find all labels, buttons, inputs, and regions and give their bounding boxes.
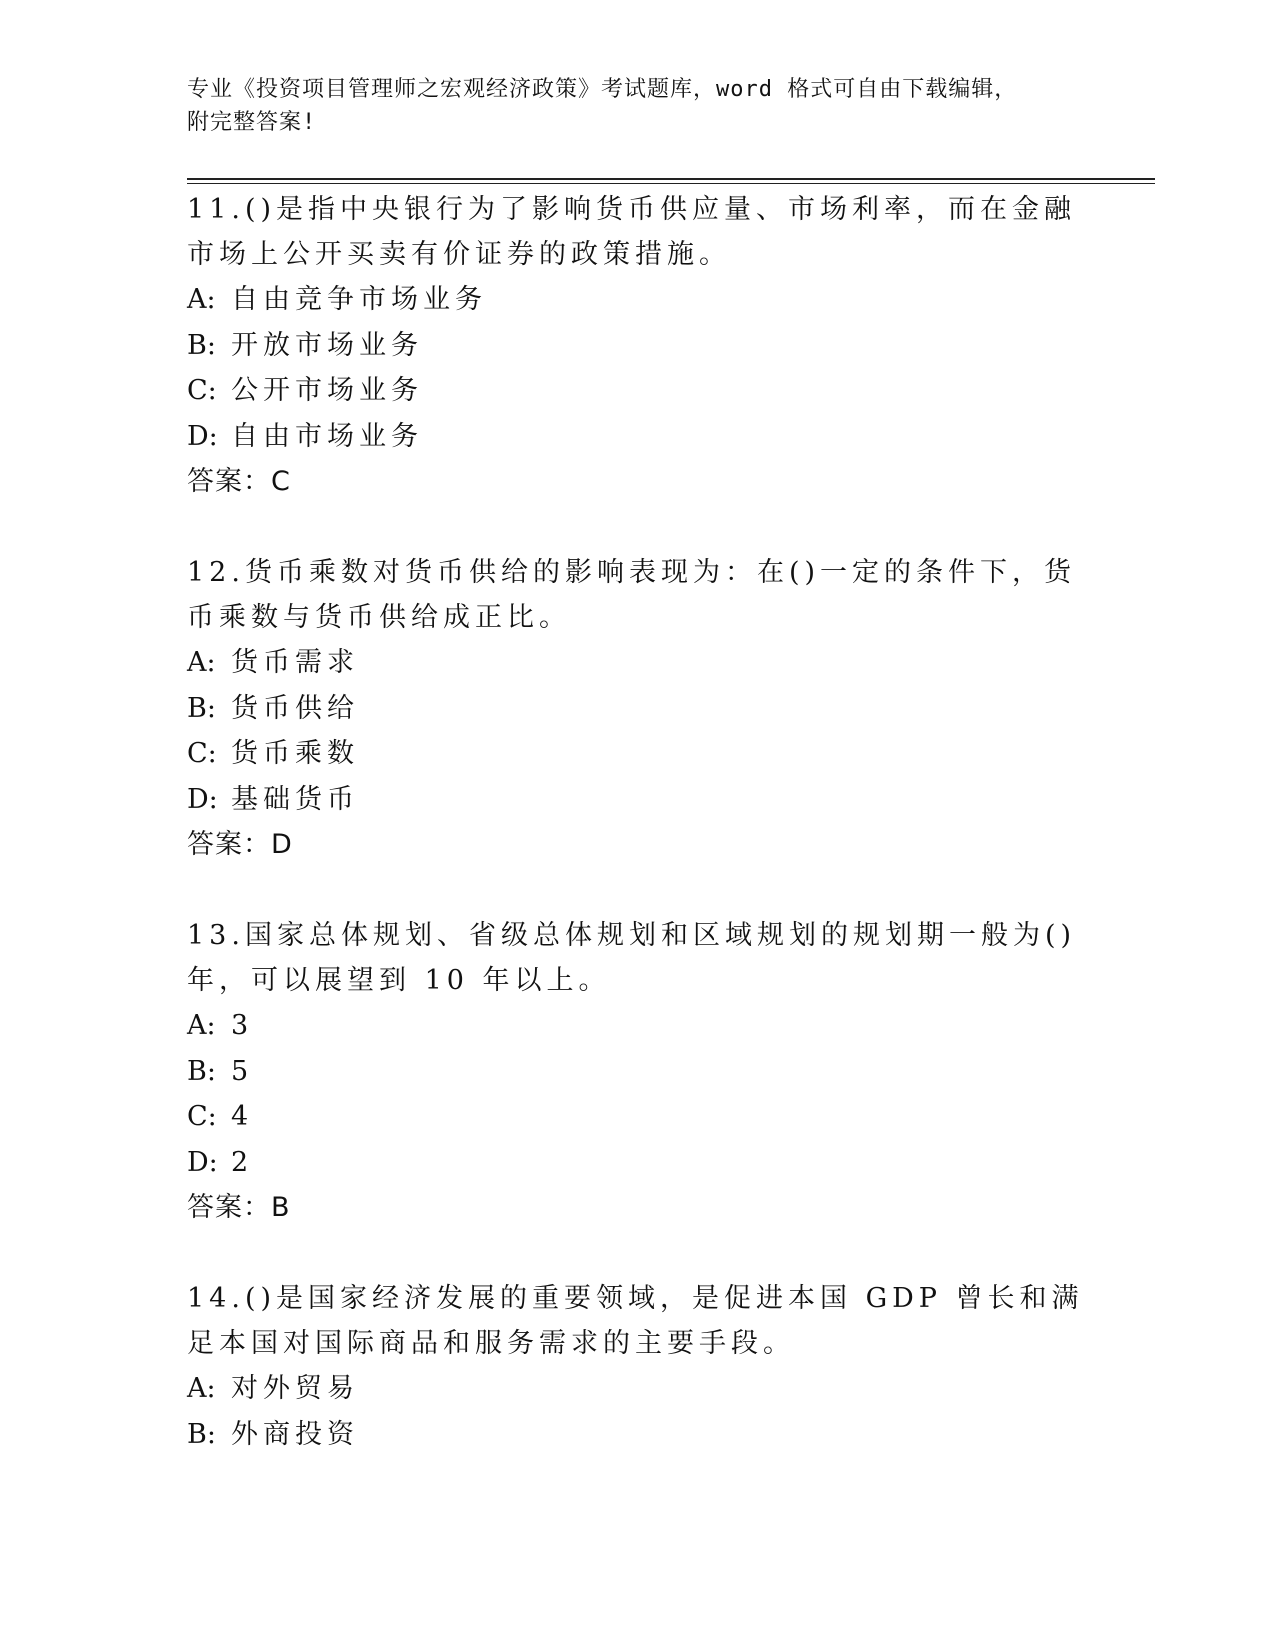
- option-d: [187, 414, 1097, 460]
- option-letter: C:: [187, 1101, 217, 1132]
- option-letter: B:: [187, 329, 216, 361]
- option-d: [187, 777, 1097, 823]
- answer-label: 答案：: [187, 829, 271, 860]
- option-text: 货币供给: [231, 692, 359, 724]
- option-c: [187, 1094, 1097, 1140]
- question-13: [187, 913, 1097, 1230]
- option-text: 货币需求: [231, 647, 359, 678]
- answer-value: B: [271, 1192, 291, 1223]
- option-text: 外商投资: [231, 1418, 359, 1450]
- answer-value: C: [271, 466, 291, 497]
- spacer: [187, 1230, 1097, 1276]
- option-letter: C:: [187, 738, 217, 769]
- option-text: 2: [231, 1146, 254, 1178]
- spacer: [187, 504, 1097, 550]
- option-text: 自由市场业务: [231, 420, 423, 452]
- document-header: [187, 73, 1067, 139]
- question-list: [187, 187, 1097, 1457]
- option-letter: A:: [187, 1010, 216, 1041]
- option-letter: D:: [187, 420, 218, 452]
- question-11: [187, 187, 1097, 504]
- option-b: [187, 323, 1097, 369]
- option-letter: B:: [187, 1418, 216, 1450]
- option-letter: B:: [187, 692, 216, 724]
- header-divider: [187, 178, 1155, 184]
- option-letter: A:: [187, 1373, 216, 1404]
- question-stem: 13.国家总体规划、省级总体规划和区域规划的规划期一般为()年，可以展望到 10 年以上。: [187, 920, 1077, 996]
- option-text: 公开市场业务: [231, 375, 423, 406]
- option-letter: D:: [187, 1146, 218, 1178]
- option-a: [187, 640, 1097, 686]
- option-text: 对外贸易: [231, 1373, 359, 1404]
- option-d: [187, 1140, 1097, 1186]
- option-b: [187, 686, 1097, 732]
- option-text: 5: [231, 1055, 254, 1087]
- option-letter: A:: [187, 284, 216, 315]
- answer-label: 答案：: [187, 1192, 271, 1223]
- option-text: 货币乘数: [231, 738, 359, 769]
- answer-line: [187, 459, 1097, 504]
- question-14: [187, 1276, 1097, 1457]
- option-a: [187, 1003, 1097, 1049]
- option-text: 开放市场业务: [231, 329, 423, 361]
- option-letter: C:: [187, 375, 217, 406]
- option-c: [187, 731, 1097, 777]
- option-text: 4: [231, 1101, 254, 1132]
- header-line-2: 附完整答案!: [187, 110, 317, 135]
- answer-value: D: [271, 829, 293, 860]
- answer-line: [187, 1185, 1097, 1230]
- question-stem: 11.()是指中央银行为了影响货币供应量、市场利率，而在金融市场上公开买卖有价证券的政策措施。: [187, 194, 1077, 270]
- option-b: [187, 1412, 1097, 1458]
- question-stem: 14.()是国家经济发展的重要领域，是促进本国 GDP 曾长和满足本国对国际商品和服务需求的主要手段。: [187, 1283, 1084, 1359]
- option-text: 3: [231, 1010, 254, 1041]
- option-text: 基础货币: [231, 783, 359, 815]
- question-stem: 12.货币乘数对货币供给的影响表现为：在()一定的条件下，货币乘数与货币供给成正比。: [187, 557, 1077, 633]
- option-b: [187, 1049, 1097, 1095]
- question-12: [187, 550, 1097, 867]
- header-line-1: 专业《投资项目管理师之宏观经济政策》考试题库，word 格式可自由下载编辑，: [187, 77, 1018, 102]
- answer-label: 答案：: [187, 466, 271, 497]
- spacer: [187, 867, 1097, 913]
- option-c: [187, 368, 1097, 414]
- option-letter: B:: [187, 1055, 216, 1087]
- option-text: 自由竞争市场业务: [231, 284, 487, 315]
- option-a: [187, 1366, 1097, 1412]
- option-a: [187, 277, 1097, 323]
- option-letter: D:: [187, 783, 218, 815]
- option-letter: A:: [187, 647, 216, 678]
- answer-line: [187, 822, 1097, 867]
